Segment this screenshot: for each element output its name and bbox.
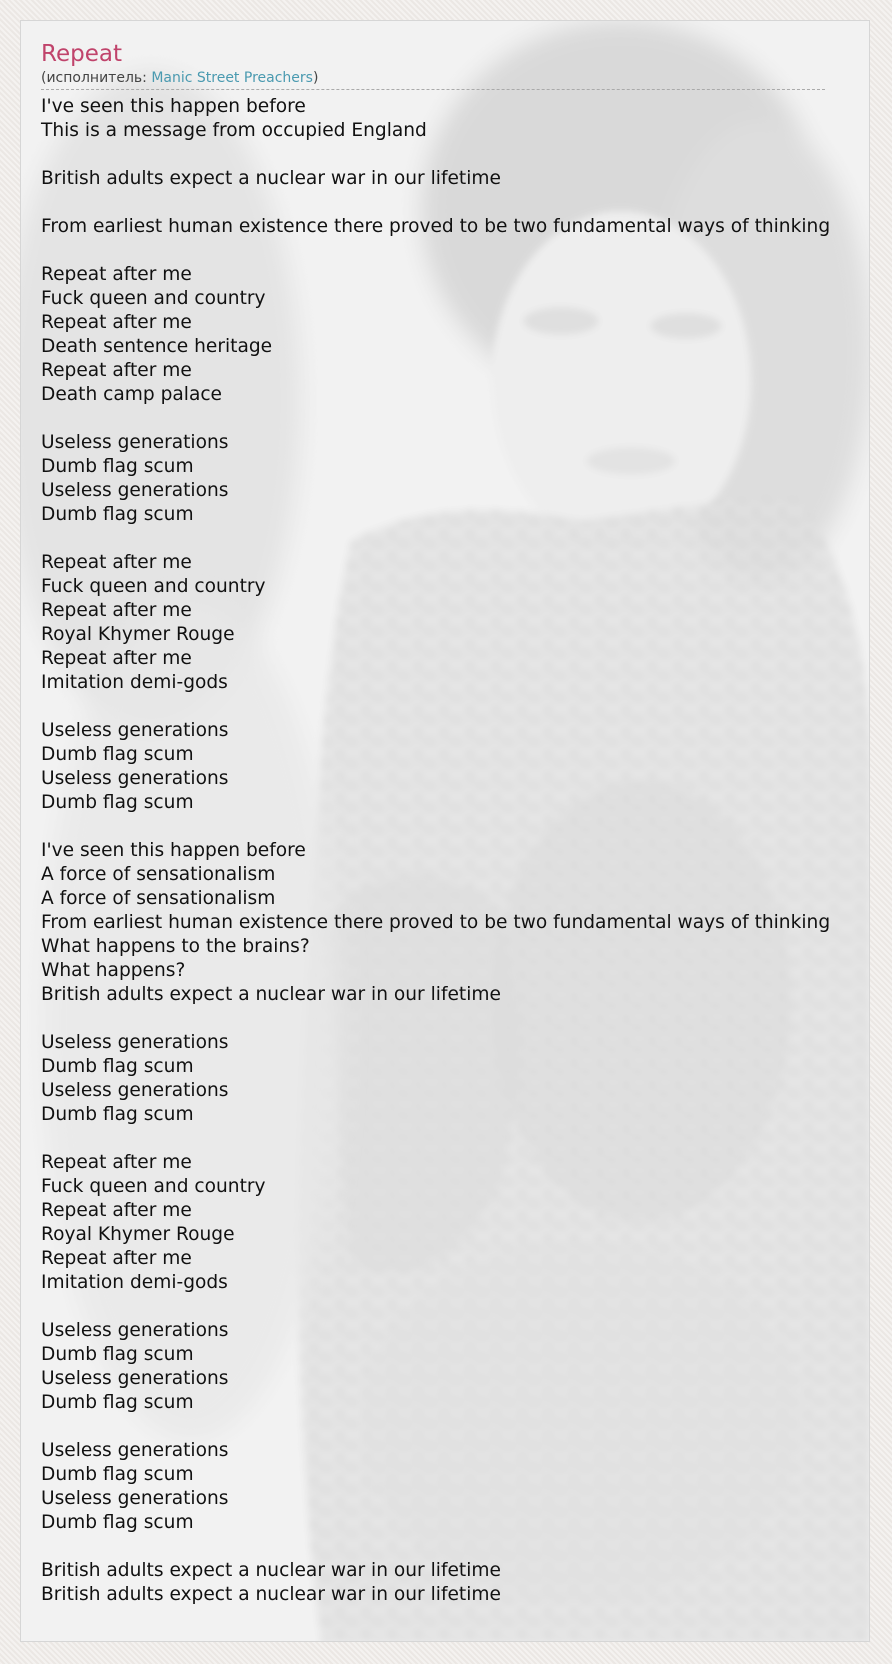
lyric-line: Useless generations (41, 1440, 229, 1461)
lyric-line: Imitation demi-gods (41, 672, 228, 693)
lyric-line: Useless generations (41, 1032, 229, 1053)
lyric-stanza (41, 1319, 861, 1415)
lyrics-body (41, 95, 861, 1607)
lyric-line: British adults expect a nuclear war in our lifetime (41, 168, 501, 189)
lyric-stanza (41, 551, 861, 695)
lyric-line: From earliest human existence there proved to be two fundamental ways of thinking (41, 912, 831, 933)
artist-line (41, 69, 825, 90)
lyric-stanza (41, 1031, 861, 1127)
lyric-line: Repeat after me (41, 552, 192, 573)
song-title: Repeat (41, 41, 122, 67)
lyric-stanza (41, 95, 861, 143)
lyric-line: Dumb flag scum (41, 1344, 194, 1365)
lyric-line: Repeat after me (41, 1152, 192, 1173)
lyrics-card (20, 20, 870, 1642)
lyric-line: Dumb flag scum (41, 1464, 194, 1485)
lyric-line: Imitation demi-gods (41, 1272, 228, 1293)
lyric-line: Dumb flag scum (41, 1056, 194, 1077)
lyric-line: Fuck queen and country (41, 288, 266, 309)
lyric-line: Repeat after me (41, 1200, 192, 1221)
lyric-line: Dumb flag scum (41, 744, 194, 765)
lyric-line: Dumb flag scum (41, 1392, 194, 1413)
lyric-stanza (41, 1559, 861, 1607)
lyric-line: Useless generations (41, 480, 229, 501)
lyric-stanza (41, 839, 861, 1007)
lyric-stanza (41, 719, 861, 815)
lyric-stanza (41, 167, 861, 191)
lyric-line: From earliest human existence there proved to be two fundamental ways of thinking (41, 216, 831, 237)
lyric-line: Useless generations (41, 1080, 229, 1101)
lyric-line: Useless generations (41, 1368, 229, 1389)
lyric-stanza (41, 263, 861, 407)
lyric-line: I've seen this happen before (41, 840, 306, 861)
lyric-line: Death camp palace (41, 384, 222, 405)
lyric-line: Dumb flag scum (41, 504, 194, 525)
lyric-line: Dumb flag scum (41, 792, 194, 813)
lyric-stanza (41, 1151, 861, 1295)
lyric-line: Repeat after me (41, 264, 192, 285)
lyric-line: A force of sensationalism (41, 888, 276, 909)
lyric-line: Death sentence heritage (41, 336, 273, 357)
lyric-stanza (41, 1439, 861, 1535)
lyric-line: Useless generations (41, 432, 229, 453)
lyric-line: Fuck queen and country (41, 1176, 266, 1197)
lyric-line: Useless generations (41, 1488, 229, 1509)
artist-prefix: (исполнитель: (41, 70, 152, 86)
lyric-line: Dumb flag scum (41, 456, 194, 477)
lyric-line: Repeat after me (41, 312, 192, 333)
lyric-line: Useless generations (41, 768, 229, 789)
lyric-line: I've seen this happen before (41, 96, 306, 117)
lyric-line: British adults expect a nuclear war in our lifetime (41, 1584, 501, 1605)
lyric-line: British adults expect a nuclear war in our lifetime (41, 984, 501, 1005)
lyric-line: Royal Khymer Rouge (41, 624, 235, 645)
lyric-line: A force of sensationalism (41, 864, 276, 885)
artist-suffix: ) (312, 70, 319, 86)
lyric-line: Dumb flag scum (41, 1512, 194, 1533)
lyrics-content (41, 39, 861, 1631)
artist-link[interactable]: Manic Street Preachers (151, 70, 313, 86)
lyric-line: What happens? (41, 960, 186, 981)
lyric-line: Dumb flag scum (41, 1104, 194, 1125)
lyric-stanza (41, 215, 861, 239)
lyric-line: Repeat after me (41, 1248, 192, 1269)
lyric-line: Useless generations (41, 720, 229, 741)
lyric-line: Royal Khymer Rouge (41, 1224, 235, 1245)
lyric-line: British adults expect a nuclear war in our lifetime (41, 1560, 501, 1581)
lyric-line: What happens to the brains? (41, 936, 310, 957)
lyric-line: Repeat after me (41, 360, 192, 381)
lyric-stanza (41, 431, 861, 527)
lyric-line: Repeat after me (41, 648, 192, 669)
lyric-line: This is a message from occupied England (41, 120, 427, 141)
lyric-line: Fuck queen and country (41, 576, 266, 597)
lyric-line: Useless generations (41, 1320, 229, 1341)
lyric-line: Repeat after me (41, 600, 192, 621)
